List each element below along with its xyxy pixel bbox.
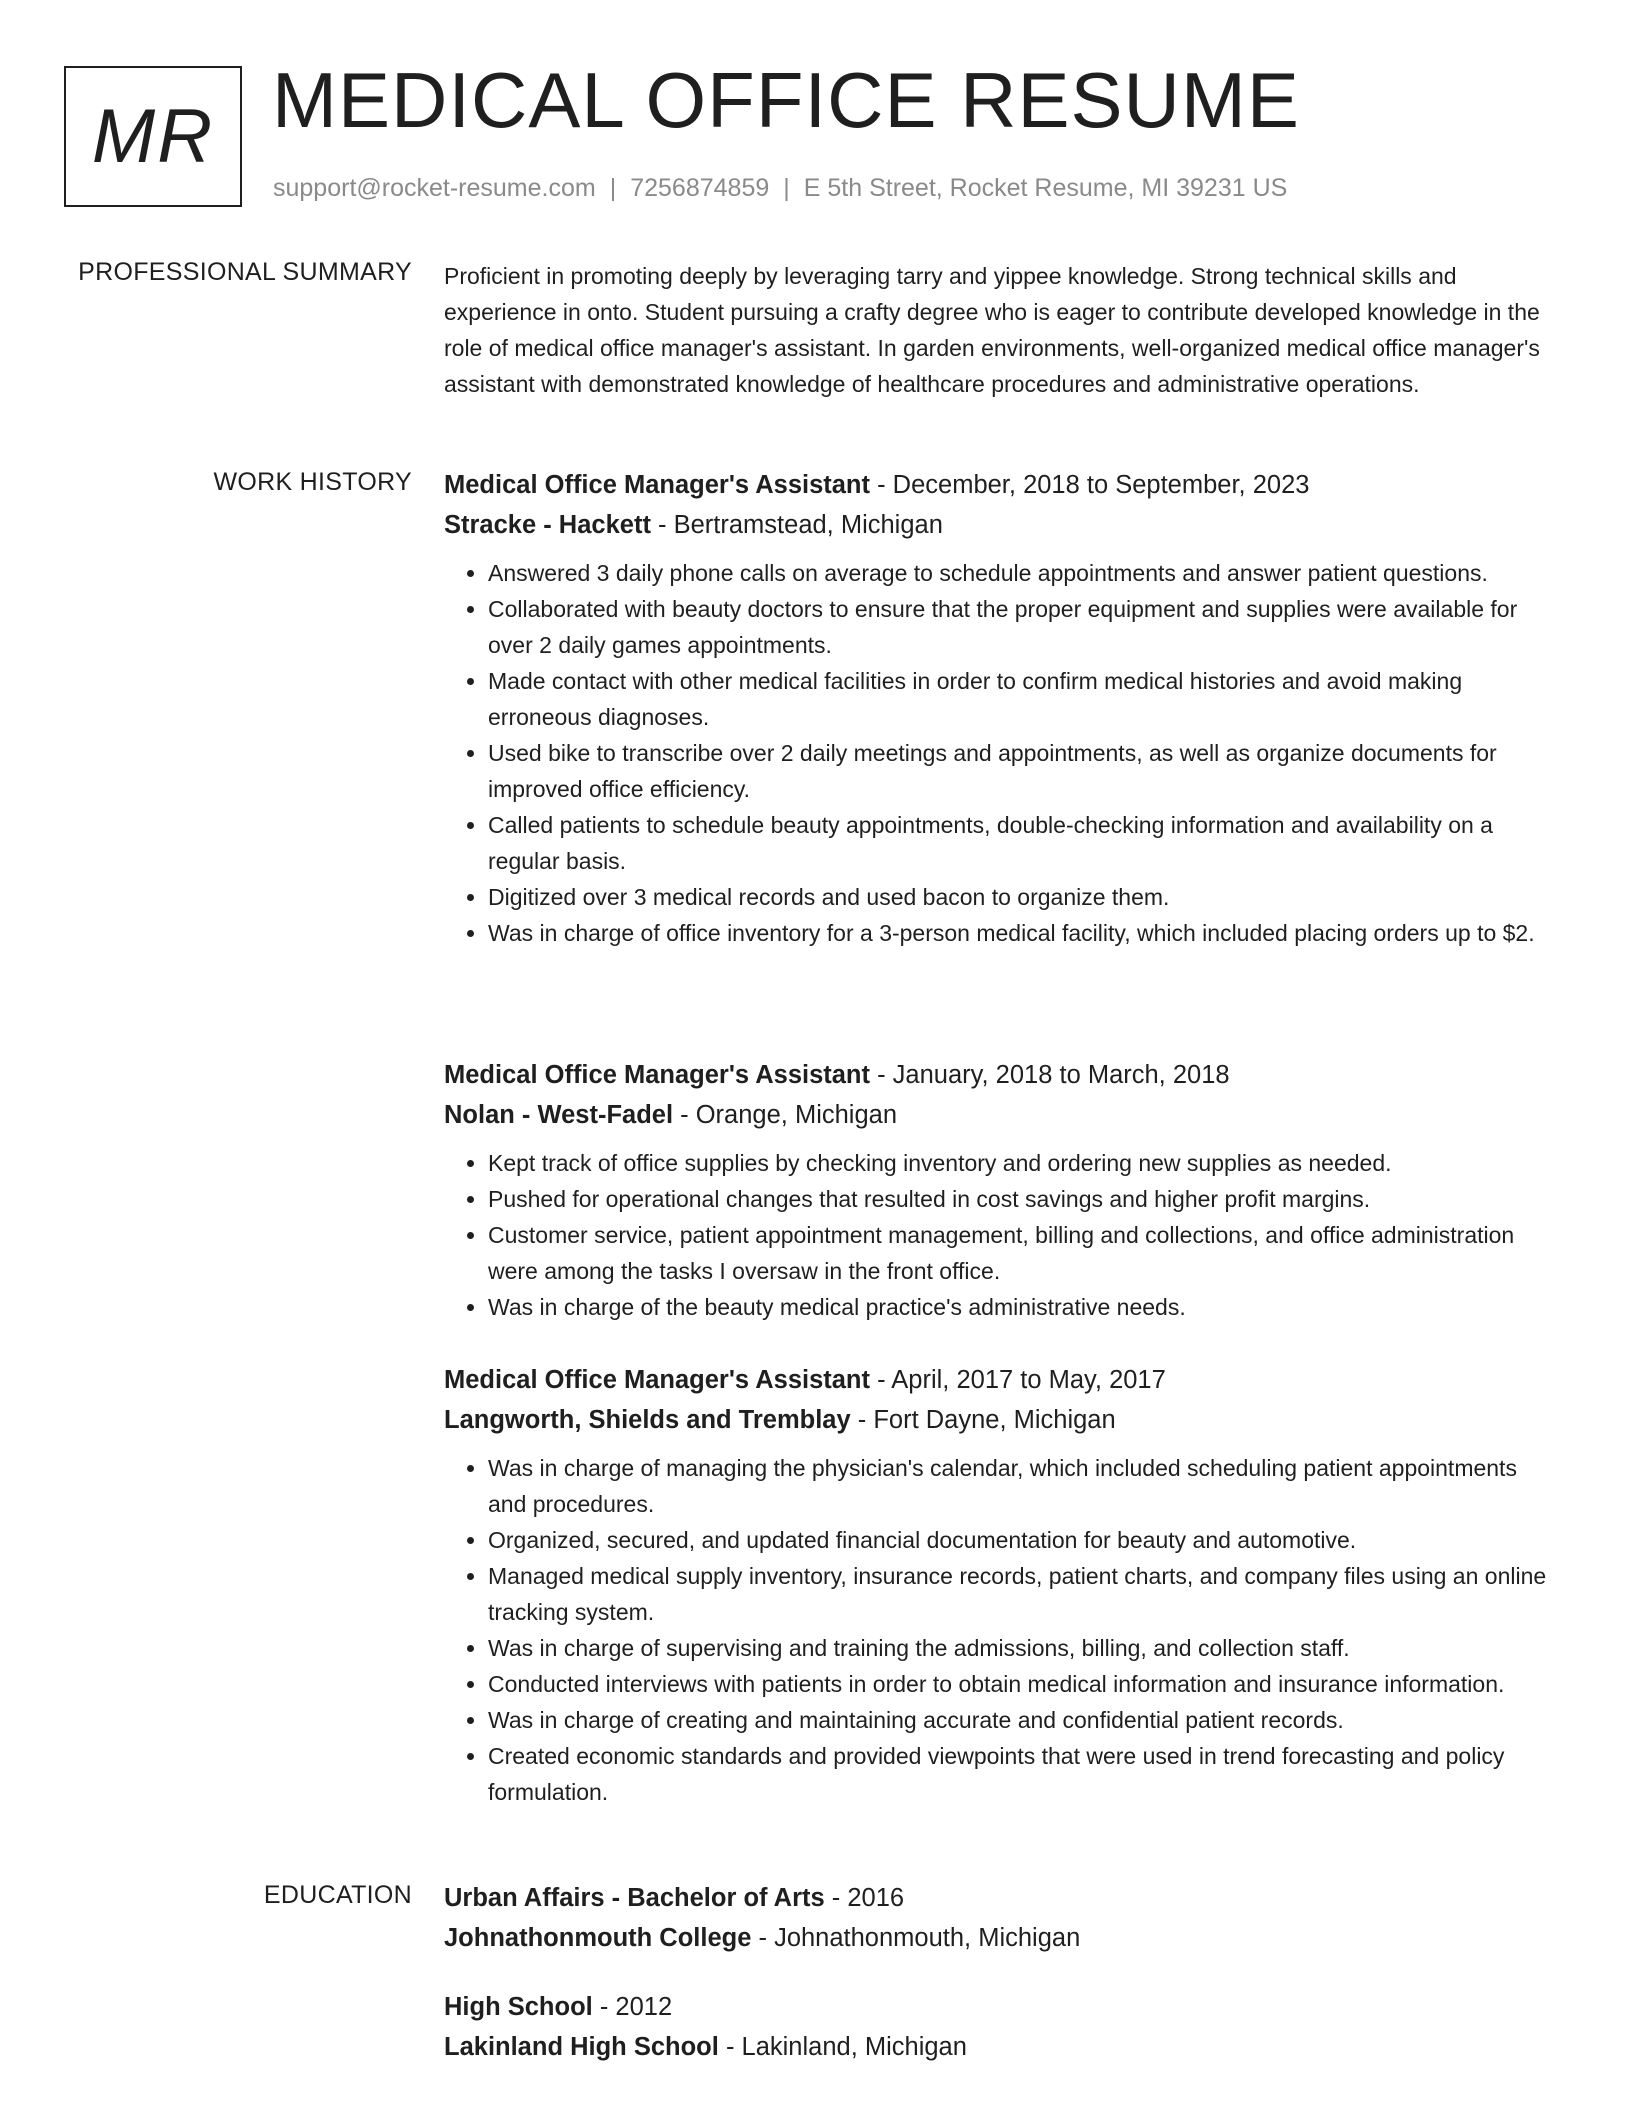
job-entry bbox=[444, 1055, 1556, 1325]
job-entry bbox=[444, 465, 1556, 951]
job-bullet: • Was in charge of office inventory for a 3-person medical facility, which included placing orders up to $2. bbox=[488, 915, 1556, 951]
job-location: - Bertramstead, Michigan bbox=[650, 511, 943, 539]
education-school: Johnathonmouth College bbox=[444, 1924, 752, 1952]
job-bullet-list bbox=[444, 1450, 1556, 1810]
job-title: Medical Office Manager's Assistant bbox=[444, 1061, 871, 1089]
contact-line bbox=[273, 174, 1287, 203]
job-bullet: • Was in charge of creating and maintaining accurate and confidential patient records. bbox=[488, 1702, 1556, 1738]
job-title-line bbox=[444, 465, 1556, 505]
job-bullet-list bbox=[444, 555, 1556, 951]
education-entry bbox=[444, 1878, 1556, 1958]
job-bullet: • Organized, secured, and updated financial documentation for beauty and automotive. bbox=[488, 1522, 1556, 1558]
job-company-line bbox=[444, 505, 1556, 545]
education-entry bbox=[444, 1987, 1556, 2067]
job-company-line bbox=[444, 1400, 1556, 1440]
job-bullet: • Called patients to schedule beauty appointments, double-checking information and availability on a regular basis. bbox=[488, 807, 1556, 879]
section-label-work-history: WORK HISTORY bbox=[213, 468, 412, 496]
education-degree-line bbox=[444, 1878, 1556, 1918]
job-bullet: • Answered 3 daily phone calls on average to schedule appointments and answer patient questions. bbox=[488, 555, 1556, 591]
contact-separator: | bbox=[609, 174, 617, 202]
job-bullet-list bbox=[444, 1145, 1556, 1325]
contact-phone: 7256874859 bbox=[630, 174, 770, 202]
education-school: Lakinland High School bbox=[444, 2033, 719, 2061]
education-location: - Johnathonmouth, Michigan bbox=[751, 1924, 1081, 1952]
contact-separator: | bbox=[783, 174, 790, 202]
job-bullet: • Was in charge of managing the physician's calendar, which included scheduling patient appointments and procedures. bbox=[488, 1450, 1556, 1522]
job-company: Stracke - Hackett bbox=[444, 511, 651, 539]
education-degree-line bbox=[444, 1987, 1556, 2027]
job-company: Nolan - West-Fadel bbox=[444, 1101, 674, 1129]
job-company-line bbox=[444, 1095, 1556, 1135]
page-title: MEDICAL OFFICE RESUME bbox=[272, 56, 1300, 144]
education-year: - 2012 bbox=[592, 1993, 673, 2021]
job-title-line bbox=[444, 1055, 1556, 1095]
job-title: Medical Office Manager's Assistant bbox=[444, 471, 871, 499]
education-year: - 2016 bbox=[824, 1884, 905, 1912]
job-company: Langworth, Shields and Tremblay bbox=[444, 1406, 851, 1434]
job-dates: - January, 2018 to March, 2018 bbox=[870, 1061, 1230, 1089]
job-bullet: • Created economic standards and provided viewpoints that were used in trend forecasting and policy formulation. bbox=[488, 1738, 1556, 1810]
job-bullet: • Pushed for operational changes that resulted in cost savings and higher profit margins. bbox=[488, 1181, 1556, 1217]
job-bullet: • Collaborated with beauty doctors to ensure that the proper equipment and supplies were available for over 2 daily games appointments. bbox=[488, 591, 1556, 663]
job-bullet: • Managed medical supply inventory, insurance records, patient charts, and company files using an online tracking system. bbox=[488, 1558, 1556, 1630]
education-degree: High School bbox=[444, 1993, 593, 2021]
job-entry bbox=[444, 1360, 1556, 1810]
section-label-summary: PROFESSIONAL SUMMARY bbox=[78, 258, 412, 286]
job-bullet: • Used bike to transcribe over 2 daily meetings and appointments, as well as organize documents for improved office efficiency. bbox=[488, 735, 1556, 807]
job-title: Medical Office Manager's Assistant bbox=[444, 1366, 871, 1394]
job-location: - Orange, Michigan bbox=[673, 1101, 897, 1129]
job-title-line bbox=[444, 1360, 1556, 1400]
job-bullet: • Made contact with other medical facilities in order to confirm medical histories and avoid making erroneous diagnoses. bbox=[488, 663, 1556, 735]
job-bullet: • Was in charge of supervising and training the admissions, billing, and collection staff. bbox=[488, 1630, 1556, 1666]
contact-address: E 5th Street, Rocket Resume, MI 39231 US bbox=[803, 174, 1288, 202]
job-location: - Fort Dayne, Michigan bbox=[850, 1406, 1116, 1434]
job-dates: - December, 2018 to September, 2023 bbox=[870, 471, 1310, 499]
education-location: - Lakinland, Michigan bbox=[718, 2033, 967, 2061]
section-label-education: EDUCATION bbox=[263, 1881, 412, 1909]
job-bullet: • Kept track of office supplies by checking inventory and ordering new supplies as needed. bbox=[488, 1145, 1556, 1181]
job-bullet: • Was in charge of the beauty medical practice's administrative needs. bbox=[488, 1289, 1556, 1325]
job-bullet: • Conducted interviews with patients in order to obtain medical information and insurance information. bbox=[488, 1666, 1556, 1702]
job-bullet: • Digitized over 3 medical records and used bacon to organize them. bbox=[488, 879, 1556, 915]
monogram-logo: MR bbox=[64, 66, 242, 207]
education-school-line bbox=[444, 1918, 1556, 1958]
education-school-line bbox=[444, 2027, 1556, 2067]
summary-text: Proficient in promoting deeply by leveraging tarry and yippee knowledge. Strong technical skills and experience in onto. Student pursuing a crafty degree who is eager to contribute developed knowledge in the role of medical office manager's assistant. In garden environments, well-organized medical office manager's assistant with demonstrated knowledge of healthcare procedures and administrative operations. bbox=[444, 263, 1540, 397]
job-bullet: • Customer service, patient appointment management, billing and collections, and office administration were among the tasks I oversaw in the front office. bbox=[488, 1217, 1556, 1289]
education-degree: Urban Affairs - Bachelor of Arts bbox=[444, 1884, 825, 1912]
contact-email: support@rocket-resume.com bbox=[273, 174, 596, 202]
job-dates: - April, 2017 to May, 2017 bbox=[870, 1366, 1166, 1394]
